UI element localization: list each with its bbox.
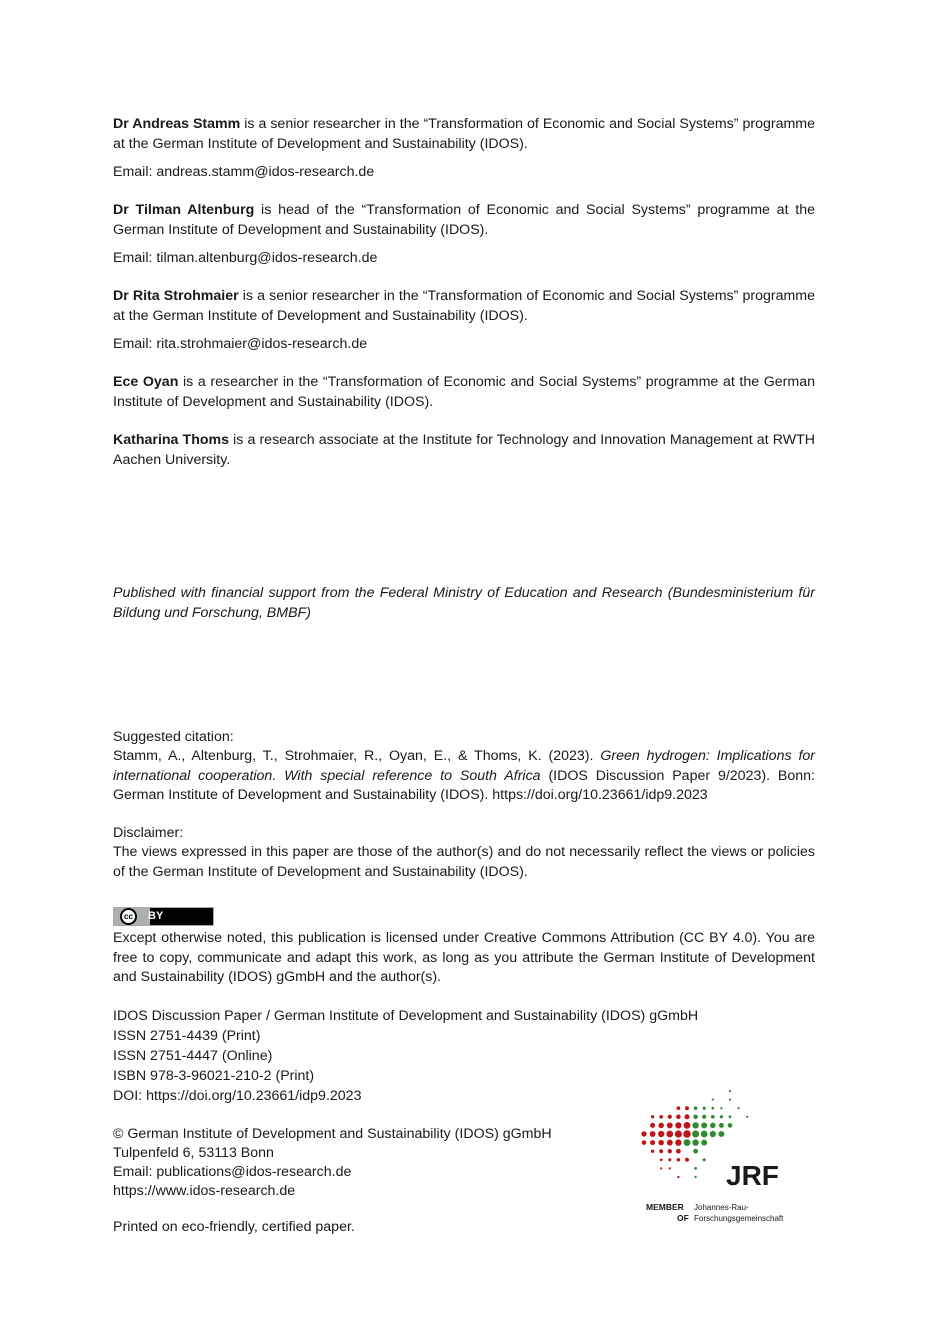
- logo-dot: [677, 1106, 681, 1110]
- logo-dot: [693, 1149, 698, 1154]
- org-name-line2: Forschungsgemeinschaft: [694, 1214, 784, 1223]
- logo-dot: [738, 1107, 740, 1109]
- author-description: is a senior researcher in the “Transformation of Economic and Social Systems” programme at the German Institute of Development and Sustainability (IDOS).: [113, 288, 815, 324]
- logo-dot: [701, 1131, 708, 1138]
- logo-dot: [668, 1149, 672, 1153]
- logo-dot: [720, 1115, 723, 1118]
- logo-dot: [692, 1122, 698, 1128]
- logo-dot: [703, 1158, 706, 1161]
- logo-dot: [685, 1158, 689, 1162]
- logo-dot: [676, 1149, 681, 1154]
- author-email: Email: tilman.altenburg@idos-research.de: [113, 250, 378, 266]
- logo-dot: [711, 1115, 715, 1119]
- logo-dot: [677, 1158, 681, 1162]
- address-line: Tulpenfeld 6, 53113 Bonn: [113, 1145, 274, 1161]
- author-bio-oyan: [113, 373, 815, 412]
- logo-dot: [660, 1158, 663, 1161]
- logo-dot: [710, 1123, 715, 1128]
- logo-dot: [694, 1176, 696, 1178]
- citation-heading: Suggested citation:: [113, 729, 234, 745]
- logo-dot: [658, 1131, 664, 1137]
- logo-dot: [650, 1131, 656, 1137]
- logo-dot: [660, 1167, 662, 1169]
- citation-details: (IDOS Discussion Paper 9/2023). Bonn: German Institute of Development and Sustainability (IDOS). https://doi.org/10.23661/idp9.2023: [113, 767, 815, 803]
- logo-dot: [701, 1122, 707, 1128]
- author-name: Katharina Thoms: [113, 432, 230, 448]
- disclaimer-heading: Disclaimer:: [113, 825, 184, 841]
- logo-dot: [694, 1167, 697, 1170]
- logo-dot: [667, 1122, 673, 1128]
- issn-print: ISSN 2751-4439 (Print): [113, 1028, 261, 1044]
- logo-dot: [684, 1139, 691, 1146]
- author-description: is a researcher in the “Transformation of Economic and Social Systems” programme at the German Institute of Development and Sustainability (IDOS).: [113, 374, 815, 410]
- logo-dot: [658, 1140, 663, 1145]
- logo-dot: [668, 1158, 671, 1161]
- logo-dot: [712, 1099, 714, 1101]
- license-text: Except otherwise noted, this publication is licensed under Creative Commons Attribution (CC BY 4.0). You are free to copy, communicate and adapt this work, as long as you attribute the German Institute of Development and Sustainability (IDOS) gGmbH and the author(s).: [113, 930, 815, 985]
- logo-dot: [711, 1107, 714, 1110]
- cc-by-license-badge[interactable]: [113, 907, 214, 926]
- issn-online: ISSN 2751-4447 (Online): [113, 1048, 273, 1064]
- author-bio-strohmaier: [113, 287, 815, 326]
- of-label: OF: [677, 1213, 689, 1223]
- logo-dot: [650, 1140, 655, 1145]
- logo-dot: [718, 1131, 724, 1137]
- logo-dot: [703, 1107, 706, 1110]
- logo-dot: [685, 1106, 689, 1110]
- logo-dot: [667, 1140, 673, 1146]
- contact-email: Email: publications@idos-research.de: [113, 1164, 352, 1180]
- logo-dot: [668, 1115, 672, 1119]
- logo-dot: [701, 1140, 707, 1146]
- logo-dot: [666, 1131, 673, 1138]
- logo-dot: [669, 1167, 671, 1169]
- author-name: Dr Rita Strohmaier: [113, 288, 239, 304]
- logo-dot: [729, 1099, 731, 1101]
- isbn-print: ISBN 978-3-96021-210-2 (Print): [113, 1068, 315, 1084]
- logo-dot: [692, 1139, 698, 1145]
- author-email: Email: rita.strohmaier@idos-research.de: [113, 336, 368, 352]
- author-name: Ece Oyan: [113, 374, 179, 390]
- author-name: Dr Andreas Stamm: [113, 116, 241, 132]
- logo-dot: [729, 1090, 731, 1092]
- logo-dot: [677, 1176, 679, 1178]
- citation-text: [113, 747, 815, 806]
- cc-by-label: BY: [148, 910, 164, 922]
- citation-authors: Stamm, A., Altenburg, T., Strohmaier, R., Oyan, E., & Thoms, K. (2023).: [113, 748, 601, 764]
- jrf-member-logo: [636, 1083, 826, 1228]
- author-email: Email: andreas.stamm@idos-research.de: [113, 164, 375, 180]
- logo-dot: [746, 1116, 748, 1118]
- logo-dot: [702, 1115, 706, 1119]
- website-link: https://www.idos-research.de: [113, 1183, 296, 1199]
- author-description: is a senior researcher in the “Transformation of Economic and Social Systems” programme at the German Institute of Development and Sustainability (IDOS).: [113, 116, 816, 152]
- logo-dot: [650, 1123, 655, 1128]
- member-label: MEMBER: [646, 1202, 684, 1212]
- logo-dot: [651, 1115, 654, 1118]
- logo-dot: [728, 1123, 733, 1128]
- funding-note: Published with financial support from the Federal Ministry of Education and Research (Bundesministerium für Bildung und Forschung, BMBF): [113, 585, 815, 621]
- logo-dot: [692, 1130, 699, 1137]
- logo-dot: [676, 1115, 681, 1120]
- logo-dot: [694, 1106, 698, 1110]
- logo-dot: [675, 1130, 682, 1137]
- author-bio-thoms: [113, 431, 815, 470]
- jrf-acronym: JRF: [726, 1160, 779, 1191]
- creative-commons-icon: cc: [120, 908, 137, 925]
- printed-note: Printed on eco-friendly, certified paper.: [113, 1219, 355, 1235]
- logo-dot: [651, 1149, 654, 1152]
- series-line: IDOS Discussion Paper / German Institute of Development and Sustainability (IDOS) gGmbH: [113, 1008, 699, 1024]
- author-bio-stamm: [113, 115, 815, 154]
- logo-dot: [675, 1139, 681, 1145]
- logo-dot: [693, 1115, 698, 1120]
- logo-dot: [719, 1123, 724, 1128]
- logo-dot: [642, 1140, 647, 1145]
- org-name-line1: Johannes-Rau-: [694, 1203, 749, 1212]
- logo-dot: [710, 1131, 716, 1137]
- author-name: Dr Tilman Altenburg: [113, 202, 255, 218]
- logo-dot: [659, 1149, 663, 1153]
- author-bio-altenburg: [113, 201, 815, 240]
- logo-dot: [684, 1122, 691, 1129]
- logo-dot: [683, 1130, 691, 1138]
- citation-title: Green hydrogen: Implications for international cooperation. With special reference to South Africa: [113, 748, 815, 784]
- author-description: is a research associate at the Institute for Technology and Innovation Management at RWTH Aachen University.: [113, 432, 815, 468]
- disclaimer-text: The views expressed in this paper are those of the author(s) and do not necessarily reflect the views or policies of the German Institute of Development and Sustainability (IDOS).: [113, 844, 815, 880]
- logo-dot: [675, 1122, 681, 1128]
- doi-line: DOI: https://doi.org/10.23661/idp9.2023: [113, 1088, 362, 1104]
- logo-dot: [720, 1107, 722, 1109]
- logo-dot: [685, 1114, 690, 1119]
- logo-dot: [641, 1131, 646, 1136]
- logo-dot: [659, 1115, 663, 1119]
- logo-dot: [658, 1123, 663, 1128]
- logo-dot: [729, 1115, 732, 1118]
- author-description: is head of the “Transformation of Economic and Social Systems” programme at the German Institute of Development and Sustainability (IDOS).: [113, 202, 816, 238]
- copyright-line: © German Institute of Development and Sustainability (IDOS) gGmbH: [113, 1126, 552, 1142]
